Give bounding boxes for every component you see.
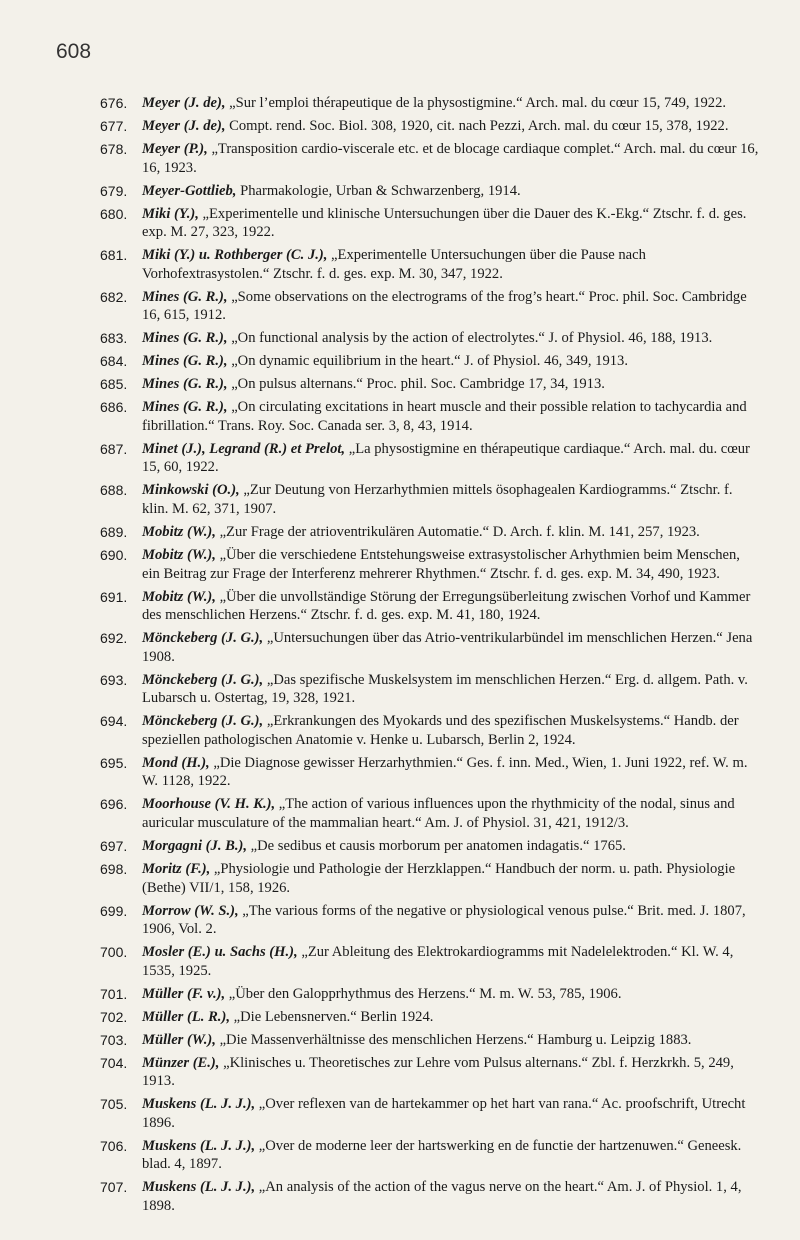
reference-number: 679.	[100, 182, 128, 199]
reference-entry	[100, 1008, 760, 1027]
reference-entry	[100, 712, 760, 749]
reference-text: „Über den Galopprhythmus des Herzens.“ M. m. W. 53, 785, 1906.	[225, 985, 622, 1002]
reference-number: 686.	[100, 399, 128, 416]
reference-authors: Meyer (P.),	[142, 140, 208, 157]
reference-entry	[100, 1137, 760, 1174]
reference-number: 684.	[100, 353, 128, 370]
reference-number: 683.	[100, 330, 128, 347]
reference-entry	[100, 117, 760, 136]
reference-entry	[100, 140, 760, 177]
reference-authors: Morgagni (J. B.),	[142, 837, 248, 854]
reference-number: 694.	[100, 713, 128, 730]
reference-entry	[100, 629, 760, 666]
reference-text: „Das spezifische Muskelsystem im menschlichen Herzen.“ Erg. d. allgem. Path. v. Lubarsch u. Ostertag, 19, 328, 1921.	[142, 671, 748, 707]
reference-text: „Over reflexen van de hartekammer op het hart van rana.“ Ac. proofschrift, Utrecht 1896.	[142, 1096, 746, 1131]
reference-authors: Mönckeberg (J. G.),	[142, 713, 264, 730]
reference-entry	[100, 246, 760, 283]
reference-text: „Die Lebensnerven.“ Berlin 1924.	[229, 1008, 434, 1025]
reference-entry	[100, 1031, 760, 1050]
reference-entry	[100, 205, 760, 242]
reference-text: „Klinisches u. Theoretisches zur Lehre vom Pulsus alternans.“ Zbl. f. Herzkrkh. 5, 249, 1913.	[142, 1054, 734, 1090]
reference-number: 692.	[100, 630, 128, 647]
reference-number: 690.	[100, 546, 128, 563]
reference-entry	[100, 837, 760, 856]
reference-number: 687.	[100, 440, 128, 457]
reference-number: 677.	[100, 117, 128, 134]
reference-authors: Minkowski (O.),	[142, 482, 240, 499]
reference-entry	[100, 523, 760, 542]
reference-authors: Mobitz (W.),	[142, 546, 216, 563]
reference-entry	[100, 1054, 760, 1091]
reference-number: 701.	[100, 985, 128, 1002]
reference-number: 689.	[100, 523, 128, 540]
reference-authors: Mines (G. R.),	[142, 330, 228, 347]
reference-number: 691.	[100, 588, 128, 605]
reference-authors: Mines (G. R.),	[142, 288, 228, 305]
reference-text: „On functional analysis by the action of electrolytes.“ J. of Physiol. 46, 188, 1913.	[227, 330, 713, 347]
reference-authors: Mönckeberg (J. G.),	[142, 630, 264, 647]
reference-entry	[100, 329, 760, 348]
reference-entry	[100, 1095, 760, 1132]
reference-entry	[100, 288, 760, 325]
reference-text: „On circulating excitations in heart muscle and their possible relation to tachycardia and fibrillation.“ Trans. Roy. Soc. Canada ser. 3, 8, 43, 1914.	[142, 399, 747, 434]
reference-entry	[100, 671, 760, 708]
reference-authors: Miki (Y.) u. Rothberger (C. J.),	[142, 247, 328, 264]
reference-authors: Muskens (L. J. J.),	[142, 1137, 256, 1154]
reference-authors: Müller (W.),	[142, 1031, 216, 1048]
reference-entry	[100, 352, 760, 371]
reference-entry	[100, 481, 760, 518]
reference-text: Compt. rend. Soc. Biol. 308, 1920, cit. nach Pezzi, Arch. mal. du cœur 15, 378, 1922.	[225, 117, 729, 134]
reference-authors: Meyer (J. de),	[142, 95, 226, 111]
reference-number: 680.	[100, 205, 128, 222]
reference-authors: Mines (G. R.),	[142, 353, 228, 370]
reference-authors: Meyer-Gottlieb,	[142, 182, 237, 199]
reference-text: „An analysis of the action of the vagus nerve on the heart.“ Am. J. of Physiol. 1, 4, 1898.	[142, 1179, 742, 1214]
reference-text: „Die Massenverhältnisse des menschlichen Herzens.“ Hamburg u. Leipzig 1883.	[215, 1031, 692, 1048]
reference-entry	[100, 943, 760, 980]
reference-authors: Mines (G. R.),	[142, 376, 228, 393]
reference-text: „On dynamic equilibrium in the heart.“ J. of Physiol. 46, 349, 1913.	[227, 353, 629, 370]
reference-text: „Zur Frage der atrioventrikulären Automatie.“ D. Arch. f. klin. M. 141, 257, 1923.	[215, 523, 700, 540]
reference-text: „La physostigmine en thérapeutique cardiaque.“ Arch. mal. du. cœur 15, 60, 1922.	[142, 440, 750, 476]
reference-entry	[100, 94, 760, 113]
reference-text: Pharmakologie, Urban & Schwarzenberg, 1914.	[236, 182, 521, 199]
reference-number: 681.	[100, 247, 128, 264]
reference-list	[100, 94, 760, 1220]
reference-authors: Mond (H.),	[142, 754, 210, 771]
reference-authors: Moritz (F.),	[142, 860, 211, 877]
reference-number: 704.	[100, 1054, 128, 1071]
reference-number: 702.	[100, 1008, 128, 1025]
reference-number: 696.	[100, 796, 128, 813]
reference-text: „Zur Ableitung des Elektrokardiogramms mit Nadelelektroden.“ Kl. W. 4, 1535, 1925.	[142, 944, 734, 979]
reference-authors: Mönckeberg (J. G.),	[142, 671, 264, 688]
reference-entry	[100, 546, 760, 583]
reference-text: „On pulsus alternans.“ Proc. phil. Soc. Cambridge 17, 34, 1913.	[227, 376, 605, 393]
reference-text: „Transposition cardio-viscerale etc. et de blocage cardiaque complet.“ Arch. mal. du cœur 16, 16, 1923.	[142, 140, 759, 176]
reference-entry	[100, 902, 760, 939]
reference-authors: Müller (F. v.),	[142, 985, 226, 1002]
reference-text: „Über die verschiedene Entstehungsweise extrasystolischer Arhythmien beim Menschen, ein Beitrag zur Frage der Interferenz mehrerer Rhythmen.“ Ztschr. f. d. ges. exp. M. 34, 490, 1923.	[142, 546, 740, 582]
reference-entry	[100, 1178, 760, 1215]
reference-number: 707.	[100, 1179, 128, 1196]
reference-number: 700.	[100, 944, 128, 961]
reference-text: „Über die unvollständige Störung der Erregungsüberleitung zwischen Vorhof und Kammer des menschlichen Herzens.“ Ztschr. f. d. ges. exp. M. 41, 180, 1924.	[142, 588, 751, 624]
reference-number: 693.	[100, 671, 128, 688]
reference-authors: Mosler (E.) u. Sachs (H.),	[142, 944, 298, 961]
reference-authors: Meyer (J. de),	[142, 117, 226, 134]
reference-number: 688.	[100, 482, 128, 499]
reference-authors: Mobitz (W.),	[142, 523, 216, 540]
reference-entry	[100, 588, 760, 625]
reference-text: „The various forms of the negative or physiological venous pulse.“ Brit. med. J. 1807, 1906, Vol. 2.	[142, 902, 746, 938]
page-number: 608	[56, 40, 92, 63]
reference-text: „Some observations on the electrograms of the frog’s heart.“ Proc. phil. Soc. Cambridge 16, 615, 1912.	[142, 288, 747, 324]
reference-text: „The action of various influences upon the rhythmicity of the nodal, sinus and auricular musculature of the mammalian heart.“ Am. J. of Physiol. 31, 421, 1912/3.	[142, 796, 735, 831]
reference-number: 699.	[100, 902, 128, 919]
reference-text: „Zur Deutung von Herzarhythmien mittels ösophagealen Kardiogramms.“ Ztschr. f. klin. M. 62, 371, 1907.	[142, 482, 733, 517]
reference-text: „Physiologie und Pathologie der Herzklappen.“ Handbuch der norm. u. path. Physiologie (Bethe) VII/1, 158, 1926.	[142, 860, 736, 896]
reference-text: „Experimentelle Untersuchungen über die Pause nach Vorhofextrasystolen.“ Ztschr. f. d. ges. exp. M. 30, 347, 1922.	[142, 247, 646, 282]
reference-authors: Mines (G. R.),	[142, 399, 228, 416]
reference-entry	[100, 182, 760, 201]
reference-entry	[100, 985, 760, 1004]
reference-text: „Die Diagnose gewisser Herzarhythmien.“ Ges. f. inn. Med., Wien, 1. Juni 1922, ref. W. m. W. 1128, 1922.	[142, 754, 748, 790]
reference-number: 698.	[100, 860, 128, 877]
reference-text: „De sedibus et causis morborum per anatomen indagatis.“ 1765.	[247, 837, 626, 854]
reference-entry	[100, 795, 760, 832]
reference-text: „Sur l’emploi thérapeutique de la physostigmine.“ Arch. mal. du cœur 15, 749, 1922.	[225, 95, 727, 111]
reference-authors: Mobitz (W.),	[142, 588, 216, 605]
reference-authors: Morrow (W. S.),	[142, 902, 239, 919]
reference-entry	[100, 754, 760, 791]
reference-number: 705.	[100, 1096, 128, 1113]
reference-number: 678.	[100, 140, 128, 157]
reference-authors: Moorhouse (V. H. K.),	[142, 796, 276, 813]
reference-text: „Experimentelle und klinische Untersuchungen über die Dauer des K.-Ekg.“ Ztschr. f. d. ges. exp. M. 27, 323, 1922.	[142, 205, 747, 241]
reference-number: 703.	[100, 1031, 128, 1048]
reference-entry	[100, 440, 760, 477]
reference-number: 682.	[100, 288, 128, 305]
reference-authors: Müller (L. R.),	[142, 1008, 230, 1025]
reference-number: 695.	[100, 754, 128, 771]
reference-text: „Erkrankungen des Myokards und des spezifischen Muskelsystems.“ Handb. der speziellen pathologischen Anatomie v. Henke u. Lubarsch, Berlin 2, 1924.	[142, 713, 739, 748]
reference-number: 676.	[100, 95, 128, 111]
reference-entry	[100, 860, 760, 897]
reference-number: 706.	[100, 1137, 128, 1154]
reference-number: 697.	[100, 837, 128, 854]
reference-authors: Miki (Y.),	[142, 205, 199, 222]
reference-text: „Untersuchungen über das Atrio-ventrikularbündel im menschlichen Herzen.“ Jena 1908.	[142, 630, 753, 665]
reference-entry	[100, 375, 760, 394]
reference-text: „Over de moderne leer der hartswerking en de functie der hartzenuwen.“ Geneesk. blad. 4, 1897.	[142, 1137, 742, 1173]
reference-authors: Minet (J.), Legrand (R.) et Prelot,	[142, 440, 346, 457]
reference-entry	[100, 398, 760, 435]
reference-authors: Münzer (E.),	[142, 1054, 220, 1071]
reference-authors: Muskens (L. J. J.),	[142, 1096, 256, 1113]
reference-authors: Muskens (L. J. J.),	[142, 1179, 256, 1196]
reference-number: 685.	[100, 376, 128, 393]
